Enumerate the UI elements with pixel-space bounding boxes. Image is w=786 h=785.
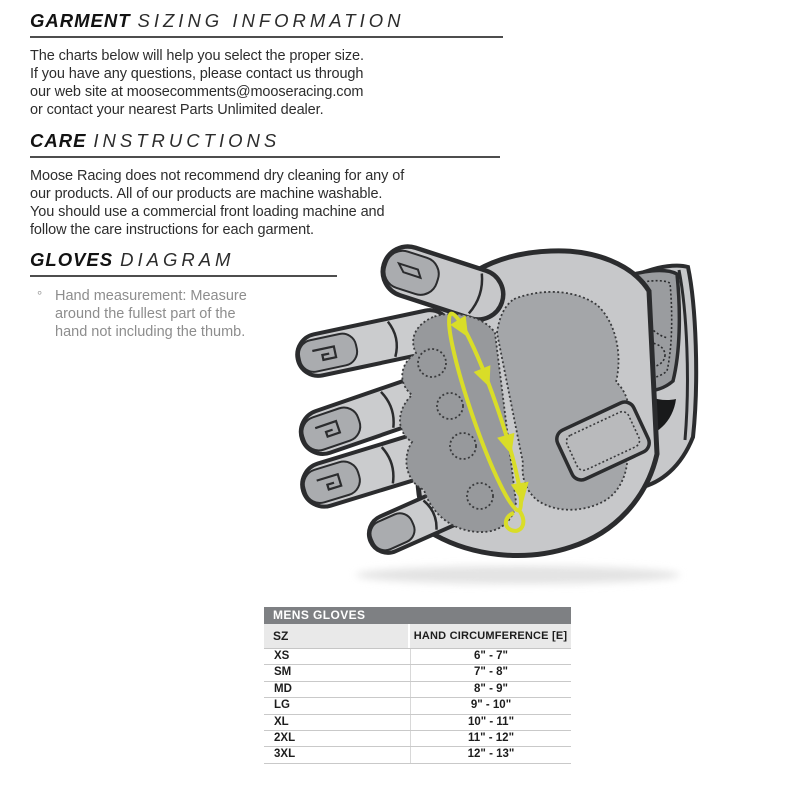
circumference-cell: 9" - 10" bbox=[410, 698, 571, 713]
glove-measurement-diagram bbox=[283, 241, 786, 593]
section-heading bbox=[30, 130, 500, 152]
circumference-cell: 10" - 11" bbox=[410, 715, 571, 730]
garment-sizing-paragraph: The charts below will help you select the proper size. If you have any questions, please contact us through our web site at moosecomments@mooseracing.com or contact your nearest Parts Unlimited dealer. bbox=[30, 48, 364, 118]
heading-bold: GLOVES bbox=[30, 249, 114, 270]
bullet-icon: ° bbox=[37, 288, 43, 303]
size-cell: 2XL bbox=[274, 731, 296, 744]
heading-light: DIAGRAM bbox=[120, 249, 235, 270]
column-header-circumference: HAND CIRCUMFERENCE [E] bbox=[410, 624, 571, 648]
size-cell: XS bbox=[274, 650, 290, 662]
heading-bold: GARMENT bbox=[30, 10, 131, 31]
bullet-text: Hand measurement: Measure around the fullest part of the hand not including the thumb. bbox=[55, 288, 247, 340]
size-cell: LG bbox=[274, 699, 290, 712]
size-cell: SM bbox=[274, 666, 292, 679]
table-row bbox=[264, 682, 571, 698]
heading-light: SIZING INFORMATION bbox=[137, 10, 405, 31]
table-row bbox=[264, 731, 571, 747]
section-garment-sizing bbox=[30, 10, 503, 119]
care-instructions-paragraph: Moose Racing does not recommend dry cleaning for any of our products. All of our products are machine washable. You should use a commercial front loading machine and follow the care instructions for each garment. bbox=[30, 168, 405, 238]
section-care-instructions bbox=[30, 130, 500, 239]
table-title: MENS GLOVES bbox=[264, 607, 571, 624]
table-header-row bbox=[264, 624, 571, 649]
size-cell: 3XL bbox=[274, 748, 296, 761]
glove-size-table-body bbox=[264, 649, 571, 764]
glove-shadow bbox=[356, 566, 680, 584]
table-row bbox=[264, 715, 571, 731]
table-row bbox=[264, 698, 571, 714]
circumference-cell: 12" - 13" bbox=[410, 747, 571, 762]
heading-bold: CARE bbox=[30, 130, 87, 151]
section-heading bbox=[30, 10, 503, 32]
circumference-cell: 6" - 7" bbox=[410, 649, 571, 664]
column-header-size: SZ bbox=[264, 624, 408, 648]
table-row bbox=[264, 747, 571, 763]
heading-underline bbox=[30, 156, 500, 158]
circumference-cell: 7" - 8" bbox=[410, 665, 571, 680]
table-row bbox=[264, 649, 571, 665]
circumference-cell: 11" - 12" bbox=[410, 731, 571, 746]
size-cell: MD bbox=[274, 682, 292, 695]
mens-gloves-size-table bbox=[264, 607, 571, 764]
heading-underline bbox=[30, 36, 503, 38]
heading-light: INSTRUCTIONS bbox=[93, 130, 281, 151]
circumference-cell: 8" - 9" bbox=[410, 682, 571, 697]
size-cell: XL bbox=[274, 715, 289, 728]
table-row bbox=[264, 665, 571, 681]
